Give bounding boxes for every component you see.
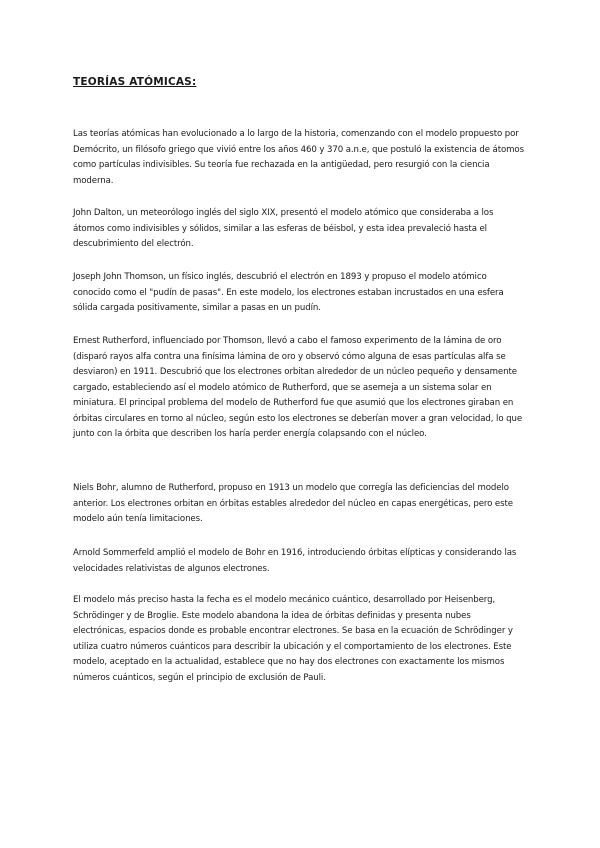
- paragraph-thomson: Joseph John Thomson, un físico inglés, descubrió el electrón en 1893 y propuso el modelo atómico conocido como el "pudín de pasas". En este modelo, los electrones estaban incrustados en una esfera sólida cargada positivamente, similar a pasas en un pudín.: [73, 272, 504, 313]
- paragraph-bohr: Niels Bohr, alumno de Rutherford, propuso en 1913 un modelo que corregía las deficiencias del modelo anterior. Los electrones orbitan en órbitas estables alrededor del núcleo en capas energéticas, pero este modelo aún tenía limitaciones.: [73, 483, 513, 524]
- paragraph-rutherford: Ernest Rutherford, influenciado por Thomson, llevó a cabo el famoso experimento de la lámina de oro (disparó rayos alfa contra una finísima lámina de oro y observó cómo alguna de esas partículas alfa se desviaron) en 1911. Descubrió que los electrones orbitan alrededor de un núcleo pequeño y densamente cargado, estableciendo así el modelo atómico de Rutherford, que se asemeja a un sistema solar en miniatura. El principal problema del modelo de Rutherford fue que asumió que los electrones giraban en órbitas circulares en torno al núcleo, según esto los electrones se deberían mover a gran velocidad, lo que junto con la órbita que describen los haría perder energía colapsando con el núcleo.: [73, 336, 523, 439]
- paragraph-quantum-model: El modelo más preciso hasta la fecha es el modelo mecánico cuántico, desarrollado por Heisenberg, Schrödinger y de Broglie. Este modelo abandona la idea de órbitas definidas y presenta nubes electrónicas, espacios donde es probable encontrar electrones. Se basa en la ecuación de Schrödinger y utiliza cuatro números cuánticos para describir la ubicación y el comportamiento de los electrones. Este modelo, aceptado en la actualidad, establece que no hay dos electrones con exactamente los mismos números cuánticos, según el principio de exclusión de Pauli.: [73, 595, 513, 683]
- document-title: TEORÍAS ATÓMICAS:: [73, 76, 197, 88]
- paragraph-dalton: John Dalton, un meteorólogo inglés del siglo XIX, presentó el modelo atómico que consideraba a los átomos como indivisibles y sólidos, similar a las esferas de béisbol, y esta idea prevaleció hasta el descubrimiento del electrón.: [73, 208, 494, 249]
- paragraph-democrito: Las teorías atómicas han evolucionado a lo largo de la historia, comenzando con el modelo propuesto por Demócrito, un filósofo griego que vivió entre los años 460 y 370 a.n.e, que postuló la existencia de átomos como partículas indivisibles. Su teoría fue rechazada en la antigüedad, pero resurgió con la ciencia moderna.: [73, 129, 524, 186]
- paragraph-sommerfeld: Arnold Sommerfeld amplió el modelo de Bohr en 1916, introduciendo órbitas elípticas y considerando las velocidades relativistas de algunos electrones.: [73, 548, 517, 574]
